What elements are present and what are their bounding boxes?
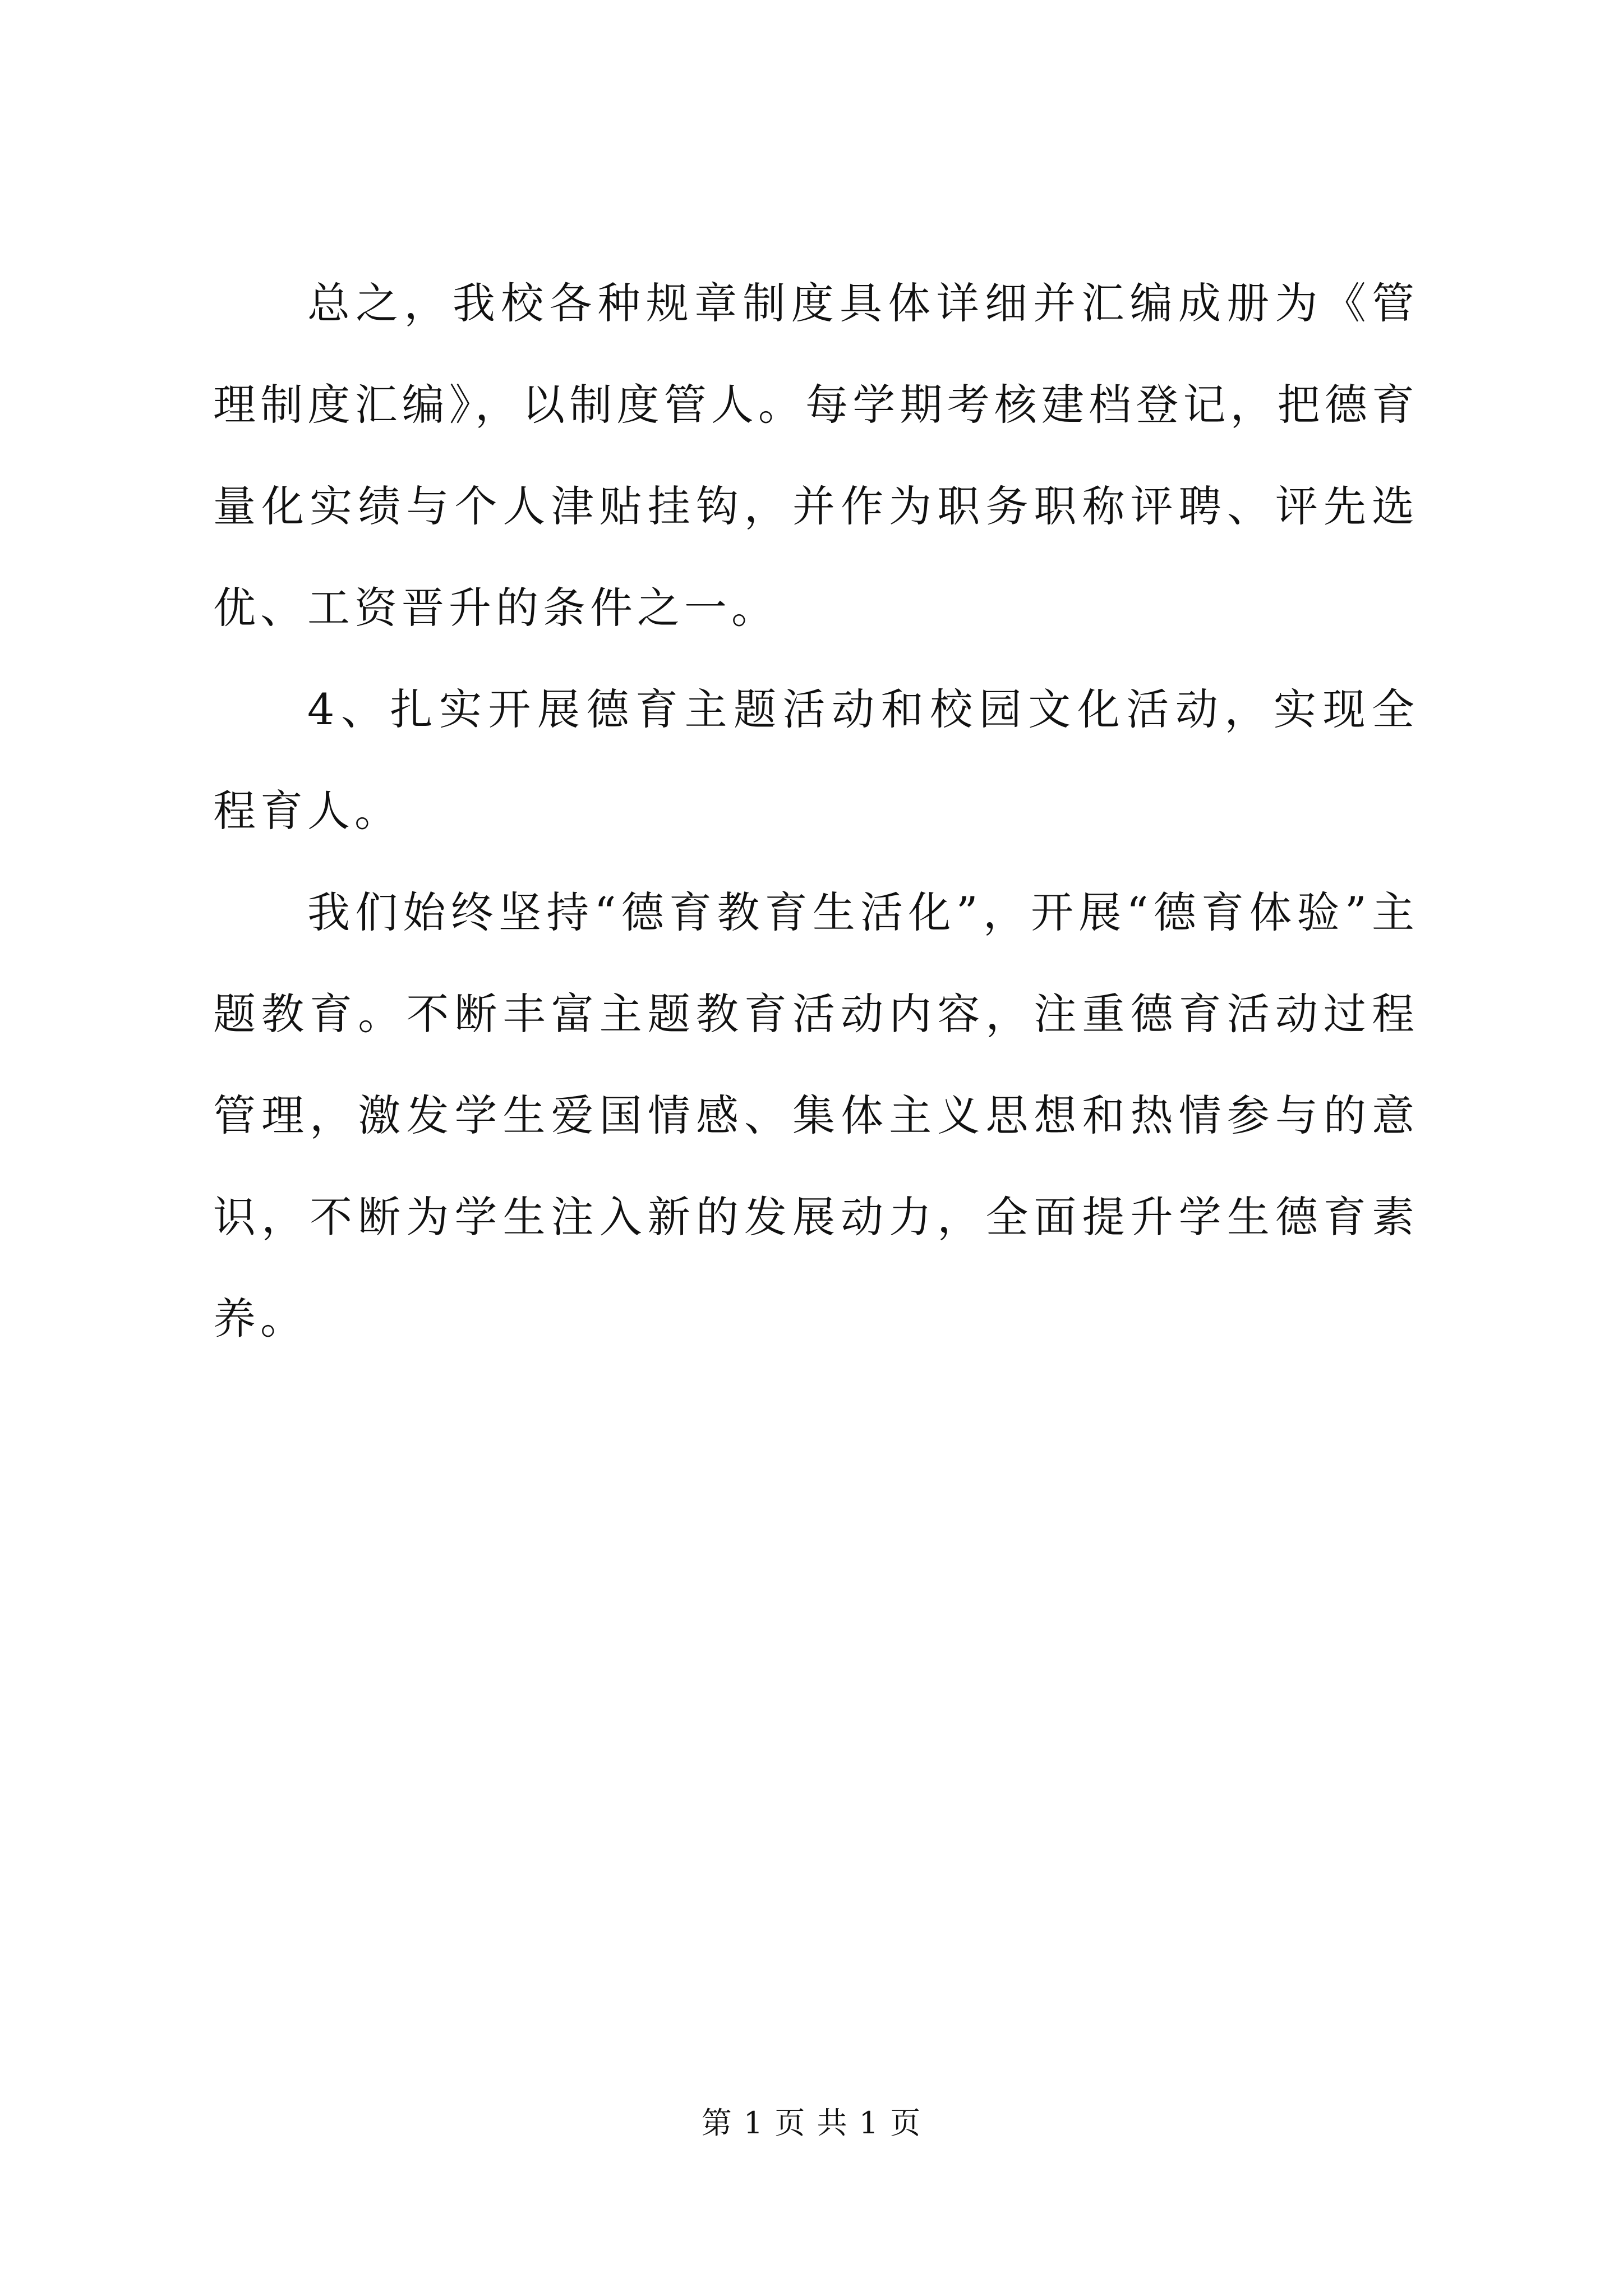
paragraph-heading-4: 4、扎实开展德育主题活动和校园文化活动，实现全程育人。: [213, 684, 1419, 836]
paragraph-theme-education: 我们始终坚持“德育教育生活化”，开展“德育体验”主题教育。不断丰富主题教育活动内容，注重德育活动过程管理，激发学生爱国情感、集体主义思想和热情参与的意识，不断为学生注入新的发展动力，全面提升学生德育素养。: [213, 887, 1419, 1343]
page-number-footer: 第 1 页 共 1 页: [701, 2105, 922, 2141]
paragraph-summary: 总之，我校各种规章制度具体详细并汇编成册为《管理制度汇编》，以制度管人。每学期考核建档登记，把德育量化实绩与个人津贴挂钩，并作为职务职称评聘、评先选优、工资晋升的条件之一。: [213, 278, 1419, 633]
document-body: [213, 252, 1419, 1369]
